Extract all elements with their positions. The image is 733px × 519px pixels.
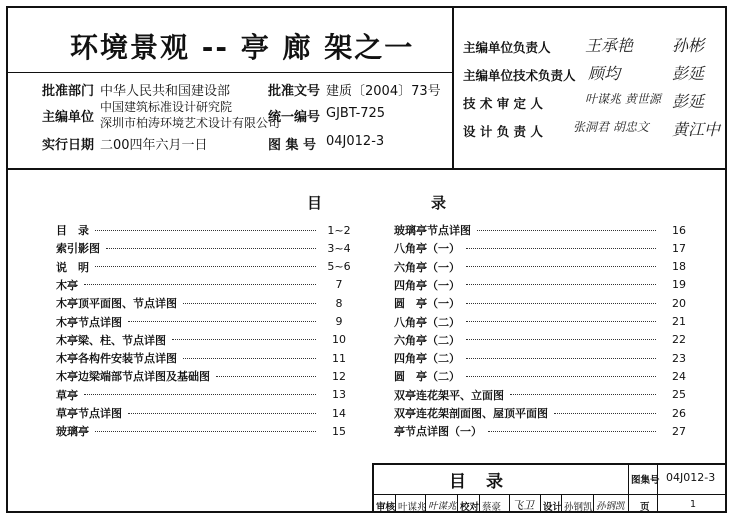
chief-unit-head-label: 主编单位负责人 <box>463 40 551 55</box>
toc-entry-page: 20 <box>672 296 686 310</box>
toc-leader-dots <box>477 230 656 231</box>
toc-leader-dots <box>216 376 316 377</box>
title-block-col-line <box>628 463 629 513</box>
chief-unit-1: 中国建筑标准设计研究院 <box>100 100 233 114</box>
toc-entry-page: 27 <box>672 424 686 438</box>
toc-entry-title: 目 录 <box>56 224 89 237</box>
toc-entry-title: 玻璃亭 <box>56 425 89 439</box>
toc-entry-page: 3~4 <box>327 241 351 255</box>
tech-head-label: 主编单位技术负责人 <box>463 68 576 83</box>
tech-head-sign-1: 顾均 <box>588 64 621 83</box>
header-bottom-line <box>6 168 727 170</box>
toc-entry <box>394 259 696 275</box>
design-head-sign-1: 张洞君 胡忠文 <box>573 120 649 134</box>
toc-entry <box>56 222 356 238</box>
tb-sep <box>479 494 480 513</box>
toc-entry-page: 7 <box>335 278 343 292</box>
tb-sep <box>457 494 458 513</box>
toc-entry-title: 木亭节点详图 <box>56 315 122 329</box>
toc-entry <box>394 350 696 366</box>
toc-leader-dots <box>554 413 656 414</box>
toc-leader-dots <box>183 358 316 359</box>
tb-sep <box>593 494 594 513</box>
toc-heading-right: 录 <box>431 194 447 212</box>
toc-entry-title: 木亭梁、柱、节点详图 <box>56 333 166 347</box>
toc-entry-page: 5~6 <box>327 260 351 274</box>
toc-leader-dots <box>128 321 316 322</box>
toc-leader-dots <box>510 394 656 395</box>
toc-entry-title: 草亭 <box>56 388 78 402</box>
approval-doc: 建质〔2004〕73号 <box>326 84 441 99</box>
tech-review-sign-2: 彭延 <box>672 92 705 111</box>
toc-entry-title: 木亭 <box>56 278 78 292</box>
toc-entry-title: 四角亭（一） <box>394 278 460 292</box>
toc-entry-title: 木亭各构件安装节点详图 <box>56 352 177 366</box>
toc-entry <box>394 240 696 256</box>
chief-unit-head-sign-1: 王承艳 <box>585 36 634 55</box>
chief-unit-label: 主编单位 <box>42 110 95 125</box>
checker-signature: 飞卫 <box>512 499 534 512</box>
toc-leader-dots <box>466 321 656 322</box>
toc-leader-dots <box>466 358 656 359</box>
title-block-atlas-no: 04J012-3 <box>666 471 716 484</box>
toc-entry-page: 12 <box>332 369 346 383</box>
check-label: 校对 <box>460 502 480 513</box>
toc-leader-dots <box>466 339 656 340</box>
toc-entry-page: 11 <box>332 351 346 365</box>
toc-entry <box>56 277 356 293</box>
toc-entry-page: 26 <box>672 406 686 420</box>
toc-entry-page: 19 <box>672 278 686 292</box>
toc-entry-page: 25 <box>672 388 686 402</box>
title-block-atlas-label: 图集号 <box>631 475 660 486</box>
design-head-label: 设 计 负 责 人 <box>463 124 543 139</box>
toc-entry-title: 六角亭（二） <box>394 333 460 347</box>
toc-entry <box>56 332 356 348</box>
toc-entry-title: 双亭连花架平、立面图 <box>394 388 504 402</box>
toc-entry-title: 八角亭（一） <box>394 242 460 256</box>
unified-no: GJBT-725 <box>326 106 386 121</box>
checker-name: 蔡豪 <box>482 502 502 513</box>
toc-entry-page: 18 <box>672 260 686 274</box>
chief-unit-head-sign-2: 孙彬 <box>672 36 705 55</box>
toc-entry <box>394 332 696 348</box>
toc-entry-title: 八角亭（二） <box>394 315 460 329</box>
toc-leader-dots <box>95 431 316 432</box>
toc-entry <box>394 277 696 293</box>
header-divider <box>452 6 454 169</box>
toc-entry-page: 16 <box>672 223 686 237</box>
page-number: 1 <box>690 499 697 510</box>
toc-entry <box>394 368 696 384</box>
toc-entry-title: 索引影图 <box>56 242 100 256</box>
page-label: 页 <box>640 502 650 513</box>
designer-signature: 孙钢凯 <box>596 501 625 512</box>
toc-entry-page: 21 <box>672 315 686 328</box>
reviewer-signature: 叶谋兆 <box>428 501 457 512</box>
designer-name: 孙钢凯 <box>564 502 593 513</box>
tb-sep <box>425 494 426 513</box>
toc-entry-page: 23 <box>672 351 686 365</box>
toc-entry-page: 1~2 <box>327 223 351 237</box>
toc-entry-title: 圆 亭（一） <box>394 297 460 311</box>
toc-entry-page: 13 <box>332 388 346 402</box>
toc-leader-dots <box>95 266 316 267</box>
approval-doc-label: 批准文号 <box>268 84 321 99</box>
title-block-top-line <box>372 463 727 465</box>
toc-entry <box>394 387 696 403</box>
effective-date: 二00四年六月一日 <box>100 138 208 153</box>
toc-entry <box>56 295 356 311</box>
toc-leader-dots <box>84 284 316 285</box>
title-underline <box>6 72 452 73</box>
toc-entry-title: 四角亭（二） <box>394 352 460 366</box>
toc-entry <box>394 222 696 238</box>
tb-sep <box>509 494 510 513</box>
toc-entry-page: 8 <box>335 296 343 310</box>
effective-date-label: 实行日期 <box>42 138 95 153</box>
toc-leader-dots <box>466 376 656 377</box>
tb-sep <box>395 494 396 513</box>
title-block-col-line-2 <box>657 463 658 513</box>
toc-entry-page: 24 <box>672 369 686 383</box>
toc-entry-page: 10 <box>332 333 346 347</box>
toc-leader-dots <box>128 413 316 414</box>
toc-entry-page: 22 <box>672 333 686 347</box>
chief-unit-2: 深圳市柏涛环境艺术设计有限公司 <box>100 116 281 130</box>
toc-entry <box>56 240 356 256</box>
atlas-no: 04J012-3 <box>326 134 385 149</box>
toc-entry-page: 14 <box>332 406 346 420</box>
toc-entry <box>56 405 356 421</box>
toc-entry-title: 木亭边梁端部节点详图及基础图 <box>56 370 210 384</box>
tech-review-sign-1: 叶谋兆 黄世源 <box>585 92 661 106</box>
tech-review-label: 技 术 审 定 人 <box>463 96 543 111</box>
toc-leader-dots <box>95 230 316 231</box>
toc-leader-dots <box>106 248 316 249</box>
toc-leader-dots <box>466 303 656 304</box>
page-title: 环境景观 -- 亭 廊 架之一 <box>70 31 415 64</box>
toc-entry-title: 六角亭（一） <box>394 260 460 274</box>
toc-leader-dots <box>84 394 316 395</box>
toc-leader-dots <box>466 248 656 249</box>
review-label: 审核 <box>376 502 396 513</box>
toc-entry <box>56 387 356 403</box>
toc-entry-title: 圆 亭（二） <box>394 370 460 384</box>
toc-entry <box>56 350 356 366</box>
design-label: 设计 <box>543 502 563 513</box>
toc-entry <box>56 259 356 275</box>
toc-leader-dots <box>488 431 656 432</box>
toc-entry-title: 说 明 <box>56 260 89 274</box>
toc-entry <box>394 314 696 330</box>
atlas-no-label: 图 集 号 <box>268 138 317 153</box>
toc-entry <box>56 423 356 439</box>
toc-entry-title: 玻璃亭节点详图 <box>394 224 471 237</box>
toc-leader-dots <box>466 284 656 285</box>
reviewer-name: 叶谋兆 <box>398 502 427 513</box>
unified-no-label: 统一编号 <box>268 110 321 125</box>
tb-sep <box>540 494 541 513</box>
title-block-left-line <box>372 463 374 513</box>
approval-dept: 中华人民共和国建设部 <box>100 84 231 99</box>
toc-entry-title: 草亭节点详图 <box>56 407 122 420</box>
title-block-title: 目录 <box>449 472 523 492</box>
approval-dept-label: 批准部门 <box>42 84 95 99</box>
toc-entry <box>394 295 696 311</box>
design-head-sign-2: 黄江中 <box>672 120 721 139</box>
toc-leader-dots <box>183 303 316 304</box>
toc-heading-left: 目 <box>307 194 323 212</box>
toc-entry <box>56 314 356 330</box>
toc-entry <box>56 368 356 384</box>
toc-entry-page: 15 <box>332 424 346 438</box>
toc-entry-title: 亭节点详图（一） <box>394 425 482 439</box>
tb-sep <box>561 494 562 513</box>
toc-entry <box>394 405 696 421</box>
toc-entry-title: 木亭顶平面图、节点详图 <box>56 297 177 311</box>
toc-entry <box>394 423 696 439</box>
tech-head-sign-2: 彭延 <box>672 64 705 83</box>
toc-entry-title: 双亭连花架剖面图、屋顶平面图 <box>394 407 548 420</box>
toc-entry-page: 17 <box>672 241 686 255</box>
toc-entry-page: 9 <box>335 315 343 328</box>
toc-leader-dots <box>172 339 316 340</box>
toc-leader-dots <box>466 266 656 267</box>
